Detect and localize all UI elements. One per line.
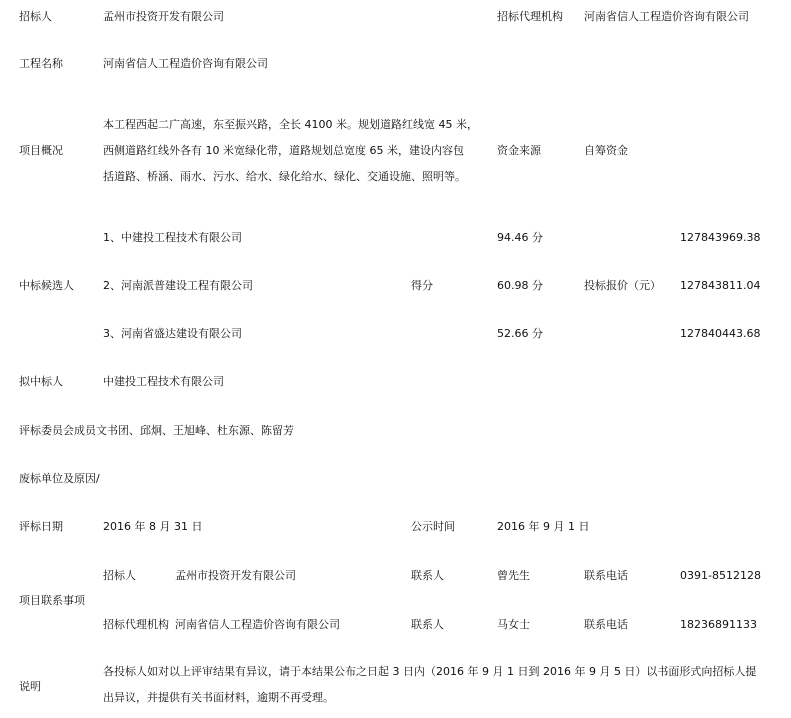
contact-section-label: 项目联系事项 bbox=[19, 594, 85, 607]
candidate-1-score: 94.46 分 bbox=[497, 231, 543, 244]
candidate-1-name: 1、中建投工程技术有限公司 bbox=[103, 231, 242, 244]
note-line-1: 各投标人如对以上评审结果有异议，请于本结果公布之日起 3 日内（2016 年 9 月 1 日到 2016 年 9 月 5 日）以书面形式向招标人提 bbox=[103, 665, 757, 678]
publicity-label: 公示时间 bbox=[411, 520, 455, 533]
score-label: 得分 bbox=[411, 279, 433, 292]
candidate-1-price: 127843969.38 bbox=[680, 231, 761, 244]
agency-label: 招标代理机构 bbox=[497, 10, 563, 23]
tenderer-label: 招标人 bbox=[19, 10, 52, 23]
contact-tenderer-person: 曾先生 bbox=[497, 569, 530, 582]
contact-tenderer-phone-label: 联系电话 bbox=[584, 569, 628, 582]
candidate-3-price: 127840443.68 bbox=[680, 327, 761, 340]
tenderer-value: 孟州市投资开发有限公司 bbox=[103, 10, 224, 23]
contact-agent-person: 马女士 bbox=[497, 618, 530, 631]
overview-line-1: 本工程西起二广高速，东至振兴路，全长 4100 米。规划道路红线宽 45 米， bbox=[103, 118, 478, 131]
project-name-value: 河南省信人工程造价咨询有限公司 bbox=[103, 57, 268, 70]
overview-line-3: 括道路、桥涵、雨水、污水、给水、绿化给水、绿化、交通设施、照明等。 bbox=[103, 170, 466, 183]
note-line-2: 出异议，并提供有关书面材料，逾期不再受理。 bbox=[103, 691, 334, 704]
eval-date-label: 评标日期 bbox=[19, 520, 63, 533]
contact-agent-phone-label: 联系电话 bbox=[584, 618, 628, 631]
candidates-label: 中标候选人 bbox=[19, 279, 74, 292]
overview-label: 项目概况 bbox=[19, 144, 63, 157]
candidate-3-score: 52.66 分 bbox=[497, 327, 543, 340]
project-name-label: 工程名称 bbox=[19, 57, 63, 70]
committee-members: 评标委员会成员文书团、邱炯、王旭峰、杜东源、陈留芳 bbox=[19, 424, 294, 437]
contact-agent-phone: 18236891133 bbox=[680, 618, 757, 631]
contact-agent-value: 河南省信人工程造价咨询有限公司 bbox=[175, 618, 340, 631]
fund-source-value: 自筹资金 bbox=[584, 144, 628, 157]
contact-tenderer-person-label: 联系人 bbox=[411, 569, 444, 582]
contact-tenderer-phone: 0391-8512128 bbox=[680, 569, 761, 582]
candidate-2-name: 2、河南派普建设工程有限公司 bbox=[103, 279, 253, 292]
candidate-3-name: 3、河南省盛达建设有限公司 bbox=[103, 327, 242, 340]
fund-source-label: 资金来源 bbox=[497, 144, 541, 157]
publicity-value: 2016 年 9 月 1 日 bbox=[497, 520, 590, 533]
bid-price-label: 投标报价（元） bbox=[584, 279, 661, 292]
overview-line-2: 西侧道路红线外各有 10 米宽绿化带，道路规划总宽度 65 米，建设内容包 bbox=[103, 144, 464, 157]
eval-date-value: 2016 年 8 月 31 日 bbox=[103, 520, 203, 533]
agency-value: 河南省信人工程造价咨询有限公司 bbox=[584, 10, 749, 23]
contact-tenderer-value: 孟州市投资开发有限公司 bbox=[175, 569, 296, 582]
proposed-winner-label: 拟中标人 bbox=[19, 375, 63, 388]
contact-agent-person-label: 联系人 bbox=[411, 618, 444, 631]
candidate-2-score: 60.98 分 bbox=[497, 279, 543, 292]
note-label: 说明 bbox=[19, 680, 41, 693]
contact-tenderer-label: 招标人 bbox=[103, 569, 136, 582]
proposed-winner-value: 中建投工程技术有限公司 bbox=[103, 375, 224, 388]
candidate-2-price: 127843811.04 bbox=[680, 279, 761, 292]
contact-agent-label: 招标代理机构 bbox=[103, 618, 169, 631]
invalid-bids: 废标单位及原因/ bbox=[19, 472, 100, 485]
